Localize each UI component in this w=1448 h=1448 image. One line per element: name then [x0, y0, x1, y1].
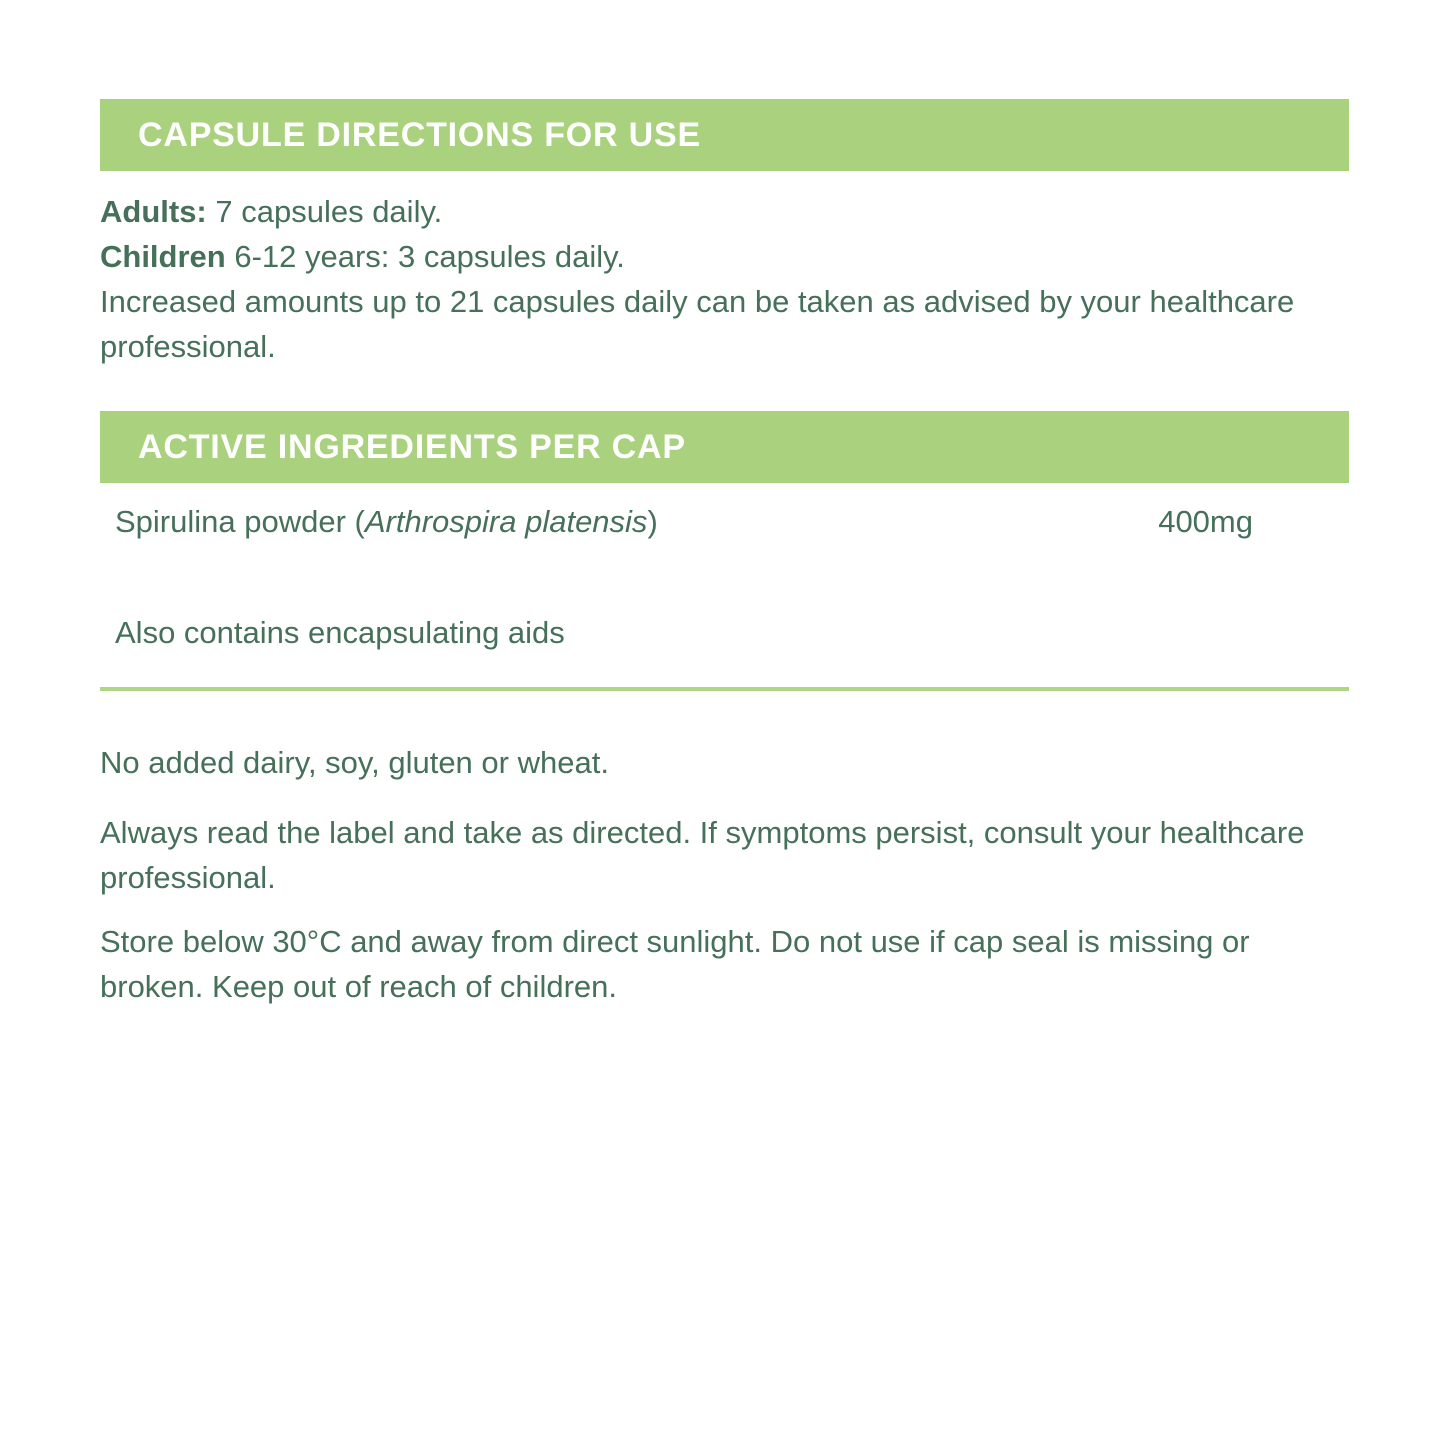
- footer-paragraph-advisory: Always read the label and take as directed. If symptoms persist, consult your healthcare professional.: [100, 815, 1305, 895]
- section-divider: [100, 687, 1349, 691]
- children-term: Children: [100, 239, 226, 274]
- directions-line-children: [100, 234, 1349, 279]
- ingredient-row: [100, 499, 1349, 544]
- directions-banner: [100, 99, 1349, 171]
- ingredient-name-prefix: Spirulina powder (: [115, 504, 365, 539]
- ingredients-banner-title: ACTIVE INGREDIENTS PER CAP: [138, 427, 686, 466]
- footer-paragraph-storage: Store below 30°C and away from direct sunlight. Do not use if cap seal is missing or broken. Keep out of reach of children.: [100, 924, 1250, 1004]
- directions-line-adults: [100, 189, 1349, 234]
- ingredients-banner: [100, 411, 1349, 483]
- directions-banner-title: CAPSULE DIRECTIONS FOR USE: [138, 115, 701, 154]
- adults-term: Adults:: [100, 194, 207, 229]
- label-panel: [100, 99, 1349, 1009]
- ingredient-species-name: Arthrospira platensis: [364, 504, 648, 539]
- ingredient-name-suffix: ): [647, 504, 658, 539]
- footer-paragraph-allergen: No added dairy, soy, gluten or wheat.: [100, 745, 609, 780]
- ingredient-amount: 400mg: [1158, 504, 1253, 539]
- ingredients-note: Also contains encapsulating aids: [115, 615, 565, 650]
- directions-block: [100, 189, 1349, 369]
- adults-dose-text: 7 capsules daily.: [206, 194, 443, 229]
- directions-note: Increased amounts up to 21 capsules daily can be taken as advised by your healthcare professional.: [100, 284, 1295, 364]
- ingredient-name: [115, 499, 658, 544]
- children-dose-text: 6-12 years: 3 capsules daily.: [225, 239, 625, 274]
